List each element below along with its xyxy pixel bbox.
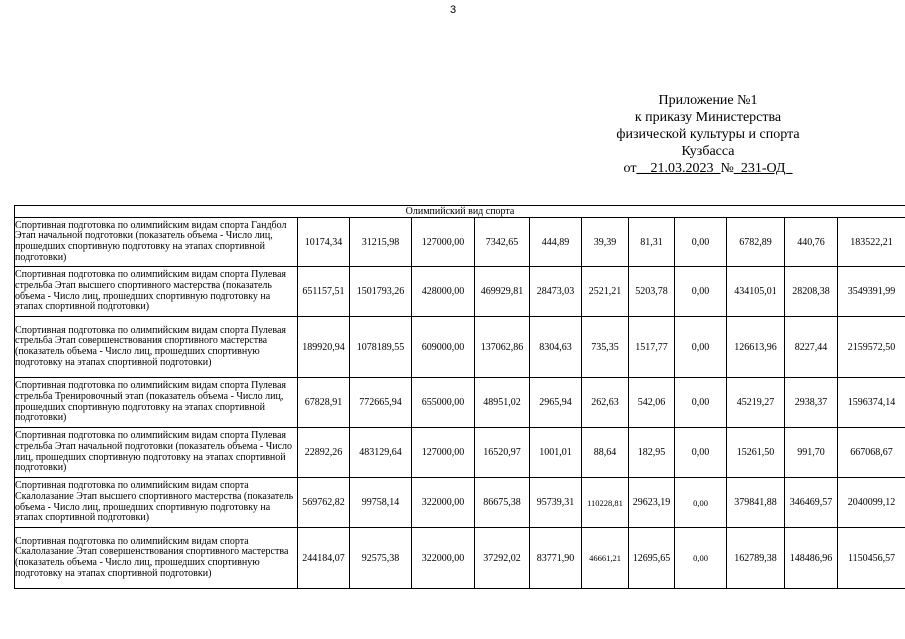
- value-cell: 81,31: [629, 218, 675, 267]
- total-cell: 2040099,12: [838, 478, 905, 528]
- value-cell: 28208,38: [785, 267, 838, 317]
- value-cell: 0,00: [675, 428, 727, 478]
- approval-header: [580, 92, 836, 177]
- value-cell: 0,00: [675, 528, 727, 589]
- value-cell: 262,63: [582, 378, 629, 428]
- value-cell: 1517,77: [629, 317, 675, 378]
- value-cell: 322000,00: [412, 528, 475, 589]
- order-date: __21.03.2023_: [636, 161, 721, 176]
- service-description: Спортивная подготовка по олимпийским видам спорта Гандбол Этап начальной подготовки (показатель объема - Число лиц, прошедших спортивную подготовку на этапах спортивной подготовки): [15, 218, 298, 267]
- appendix-title: Приложение №1: [658, 93, 758, 108]
- total-cell: 2159572,50: [838, 317, 905, 378]
- value-cell: 5203,78: [629, 267, 675, 317]
- value-cell: 0,00: [675, 267, 727, 317]
- value-cell: 45219,27: [727, 378, 785, 428]
- value-cell: 8304,63: [530, 317, 582, 378]
- order-number: _231-ОД_: [733, 161, 793, 176]
- value-cell: 16520,97: [475, 428, 530, 478]
- value-cell: 48951,02: [475, 378, 530, 428]
- order-reference: к приказу Министерства: [634, 110, 782, 125]
- service-description: Спортивная подготовка по олимпийским видам спорта Пулевая стрельба Этап совершенствования спортивного мастерства (показатель объема - Число лиц, прошедших спортивную подготовку на этапах спортивной подготовки): [15, 317, 298, 378]
- service-description: Спортивная подготовка по олимпийским видам спорта Пулевая стрельба Этап высшего спортивного мастерства (показатель объема - Число лиц, прошедших спортивную подготовку на этапах спортивной подготовки): [15, 267, 298, 317]
- value-cell: 8227,44: [785, 317, 838, 378]
- ministry-name: физической культуры и спорта: [616, 127, 800, 142]
- value-cell: 67828,91: [298, 378, 350, 428]
- value-cell: 162789,38: [727, 528, 785, 589]
- value-cell: 99758,14: [350, 478, 412, 528]
- table-row: [15, 317, 905, 378]
- value-cell: 110228,81: [582, 478, 629, 528]
- value-cell: 15261,50: [727, 428, 785, 478]
- table-row: [15, 378, 905, 428]
- value-cell: 127000,00: [412, 428, 475, 478]
- value-cell: 127000,00: [412, 218, 475, 267]
- value-cell: 322000,00: [412, 478, 475, 528]
- value-cell: 29623,19: [629, 478, 675, 528]
- service-description: Спортивная подготовка по олимпийским видам спорта Скалолазание Этап высшего спортивного мастерства (показатель объема - Число лиц, прошедших спортивную подготовку на этапах спортивной подготовки): [15, 478, 298, 528]
- page-number: 3: [449, 4, 457, 16]
- table-row: [15, 218, 905, 267]
- order-prefix: от: [623, 161, 637, 176]
- value-cell: 0,00: [675, 478, 727, 528]
- table-row: [15, 428, 905, 478]
- value-cell: 95739,31: [530, 478, 582, 528]
- table-row: [15, 478, 905, 528]
- value-cell: 2938,37: [785, 378, 838, 428]
- value-cell: 88,64: [582, 428, 629, 478]
- table-row: [15, 528, 905, 589]
- value-cell: 444,89: [530, 218, 582, 267]
- section-title: Олимпийский вид спорта: [15, 206, 905, 218]
- value-cell: 346469,57: [785, 478, 838, 528]
- value-cell: 2521,21: [582, 267, 629, 317]
- value-cell: 569762,82: [298, 478, 350, 528]
- value-cell: 92575,38: [350, 528, 412, 589]
- service-description: Спортивная подготовка по олимпийским видам спорта Пулевая стрельба Тренировочный этап (показатель объема - Число лиц, прошедших спортивную подготовку на этапах спортивной подготовки): [15, 378, 298, 428]
- value-cell: 542,06: [629, 378, 675, 428]
- value-cell: 39,39: [582, 218, 629, 267]
- order-date-number: [580, 160, 836, 177]
- total-cell: 3549391,99: [838, 267, 905, 317]
- value-cell: 46661,21: [582, 528, 629, 589]
- value-cell: 37292,02: [475, 528, 530, 589]
- value-cell: 651157,51: [298, 267, 350, 317]
- value-cell: 83771,90: [530, 528, 582, 589]
- services-table: [14, 205, 905, 589]
- value-cell: 0,00: [675, 317, 727, 378]
- value-cell: 434105,01: [727, 267, 785, 317]
- value-cell: 22892,26: [298, 428, 350, 478]
- value-cell: 6782,89: [727, 218, 785, 267]
- total-cell: 667068,67: [838, 428, 905, 478]
- value-cell: 10174,34: [298, 218, 350, 267]
- value-cell: 148486,96: [785, 528, 838, 589]
- value-cell: 440,76: [785, 218, 838, 267]
- service-description: Спортивная подготовка по олимпийским видам спорта Пулевая стрельба Этап начальной подготовки (показатель объема - Число лиц, прошедших спортивную подготовку на этапах спортивной подготовки): [15, 428, 298, 478]
- value-cell: 1501793,26: [350, 267, 412, 317]
- value-cell: 2965,94: [530, 378, 582, 428]
- total-cell: 183522,21: [838, 218, 905, 267]
- value-cell: 28473,03: [530, 267, 582, 317]
- value-cell: 244184,07: [298, 528, 350, 589]
- value-cell: 609000,00: [412, 317, 475, 378]
- value-cell: 182,95: [629, 428, 675, 478]
- value-cell: 428000,00: [412, 267, 475, 317]
- value-cell: 7342,65: [475, 218, 530, 267]
- value-cell: 189920,94: [298, 317, 350, 378]
- value-cell: 137062,86: [475, 317, 530, 378]
- value-cell: 772665,94: [350, 378, 412, 428]
- value-cell: 31215,98: [350, 218, 412, 267]
- service-description: Спортивная подготовка по олимпийским видам спорта Скалолазание Этап совершенствования спортивного мастерства (показатель объема - Число лиц, прошедших спортивную подготовку на этапах спортивной подготовки): [15, 528, 298, 589]
- value-cell: 655000,00: [412, 378, 475, 428]
- order-number-label: №: [720, 161, 734, 176]
- value-cell: 12695,65: [629, 528, 675, 589]
- section-header-row: [15, 206, 905, 218]
- value-cell: 469929,81: [475, 267, 530, 317]
- total-cell: 1596374,14: [838, 378, 905, 428]
- value-cell: 1001,01: [530, 428, 582, 478]
- value-cell: 483129,64: [350, 428, 412, 478]
- value-cell: 86675,38: [475, 478, 530, 528]
- value-cell: 991,70: [785, 428, 838, 478]
- region-name: Кузбасса: [681, 144, 735, 159]
- value-cell: 0,00: [675, 218, 727, 267]
- value-cell: 126613,96: [727, 317, 785, 378]
- value-cell: 379841,88: [727, 478, 785, 528]
- value-cell: 0,00: [675, 378, 727, 428]
- table-row: [15, 267, 905, 317]
- total-cell: 1150456,57: [838, 528, 905, 589]
- value-cell: 1078189,55: [350, 317, 412, 378]
- value-cell: 735,35: [582, 317, 629, 378]
